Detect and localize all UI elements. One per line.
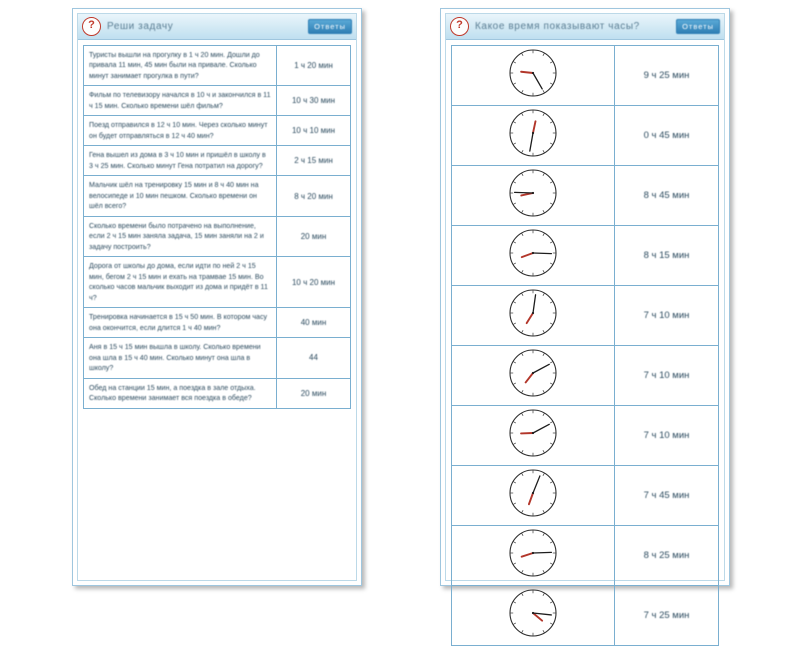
clock-face-cell <box>452 526 615 586</box>
task-question: Тренировка начинается в 15 ч 50 мин. В котором часу она окончится, если длится 1 ч 40 мин? <box>84 308 277 338</box>
table-row <box>452 406 719 466</box>
table-row <box>452 166 719 226</box>
clock-face-cell <box>452 586 615 646</box>
clock-face-cell <box>452 226 615 286</box>
tasks-table <box>83 45 351 409</box>
analog-clock-icon <box>508 348 558 398</box>
table-row <box>84 116 351 146</box>
task-question: Дорога от школы до дома, если идти по ней 2 ч 15 мин, бегом 2 ч 15 мин и ехать на трамвае 15 мин. Во сколько часов мальчик выходит из дома и придёт в 11 ч? <box>84 257 277 308</box>
left-answers-badge[interactable]: Ответы <box>308 19 352 34</box>
analog-clock-icon <box>508 528 558 578</box>
clock-time-answer: 8 ч 15 мин <box>615 226 719 286</box>
task-answer: 10 ч 20 мин <box>277 257 351 308</box>
table-row <box>452 226 719 286</box>
table-row <box>452 346 719 406</box>
right-card-header <box>446 14 724 40</box>
analog-clock-icon <box>508 288 558 338</box>
table-row <box>452 586 719 646</box>
clock-face-cell <box>452 106 615 166</box>
clock-time-answer: 9 ч 25 мин <box>615 46 719 106</box>
task-answer: 10 ч 10 мин <box>277 116 351 146</box>
clock-face-cell <box>452 346 615 406</box>
analog-clock-icon <box>508 408 558 458</box>
table-row <box>84 257 351 308</box>
task-answer: 20 мин <box>277 378 351 408</box>
clock-time-answer: 8 ч 25 мин <box>615 526 719 586</box>
question-circle-icon: ? <box>82 17 101 36</box>
task-answer: 20 мин <box>277 216 351 256</box>
right-card-inner <box>445 13 725 581</box>
left-card-body <box>78 40 356 409</box>
table-row <box>452 46 719 106</box>
analog-clock-icon <box>508 168 558 218</box>
right-card-body <box>446 40 724 646</box>
task-question: Обед на станции 15 мин, а поездка в зале отдыха. Сколько времени занимает вся поездка в обеде? <box>84 378 277 408</box>
table-row <box>452 466 719 526</box>
left-card-title: Реши задачу <box>107 21 308 32</box>
right-worksheet-card <box>440 8 730 586</box>
task-answer: 44 <box>277 338 351 378</box>
task-question: Аня в 15 ч 15 мин вышла в школу. Сколько времени она шла в 15 ч 40 мин. Сколько минут она шла в школу? <box>84 338 277 378</box>
clock-time-answer: 7 ч 10 мин <box>615 286 719 346</box>
clock-time-answer: 7 ч 45 мин <box>615 466 719 526</box>
task-question: Сколько времени было потрачено на выполнение, если 2 ч 15 мин заняла задача, 15 мин заняли на 2 и задачу построить? <box>84 216 277 256</box>
left-card-header <box>78 14 356 40</box>
right-answers-badge[interactable]: Ответы <box>676 19 720 34</box>
table-row <box>84 216 351 256</box>
clock-time-answer: 7 ч 25 мин <box>615 586 719 646</box>
table-row <box>84 308 351 338</box>
clock-time-answer: 7 ч 10 мин <box>615 346 719 406</box>
task-answer: 1 ч 20 мин <box>277 46 351 86</box>
analog-clock-icon <box>508 108 558 158</box>
table-row <box>452 286 719 346</box>
analog-clock-icon <box>508 228 558 278</box>
analog-clock-icon <box>508 468 558 518</box>
table-row <box>84 86 351 116</box>
clock-face-cell <box>452 466 615 526</box>
question-circle-icon: ? <box>450 17 469 36</box>
task-question: Туристы вышли на прогулку в 1 ч 20 мин. Дошли до привала 11 мин, 45 мин были на привале. Сколько минут занимает прогулка в пути? <box>84 46 277 86</box>
task-question: Поезд отправился в 12 ч 10 мин. Через сколько минут он будет отправляться в 12 ч 40 мин? <box>84 116 277 146</box>
table-row <box>452 106 719 166</box>
task-question: Мальчик шёл на тренировку 15 мин и 8 ч 40 мин на велосипеде и 10 мин пешком. Сколько времени он шёл всего? <box>84 176 277 216</box>
clock-time-answer: 8 ч 45 мин <box>615 166 719 226</box>
analog-clock-icon <box>508 588 558 638</box>
task-answer: 40 мин <box>277 308 351 338</box>
table-row <box>452 526 719 586</box>
task-answer: 2 ч 15 мин <box>277 146 351 176</box>
clock-time-answer: 0 ч 45 мин <box>615 106 719 166</box>
analog-clock-icon <box>508 48 558 98</box>
task-answer: 10 ч 30 мин <box>277 86 351 116</box>
left-worksheet-card <box>72 8 362 586</box>
right-card-title: Какое время показывают часы? <box>475 21 676 32</box>
table-row <box>84 378 351 408</box>
clock-face-cell <box>452 46 615 106</box>
table-row <box>84 338 351 378</box>
left-card-inner <box>77 13 357 581</box>
clock-face-cell <box>452 406 615 466</box>
task-answer: 8 ч 20 мин <box>277 176 351 216</box>
task-question: Гена вышел из дома в 3 ч 10 мин и пришёл в школу в 3 ч 25 мин. Сколько минут Гена потратил на дорогу? <box>84 146 277 176</box>
task-question: Фильм по телевизору начался в 10 ч и закончился в 11 ч 15 мин. Сколько времени шёл фильм? <box>84 86 277 116</box>
clock-face-cell <box>452 166 615 226</box>
clock-time-answer: 7 ч 10 мин <box>615 406 719 466</box>
table-row <box>84 176 351 216</box>
clock-face-cell <box>452 286 615 346</box>
clocks-table <box>451 45 719 646</box>
table-row <box>84 46 351 86</box>
table-row <box>84 146 351 176</box>
